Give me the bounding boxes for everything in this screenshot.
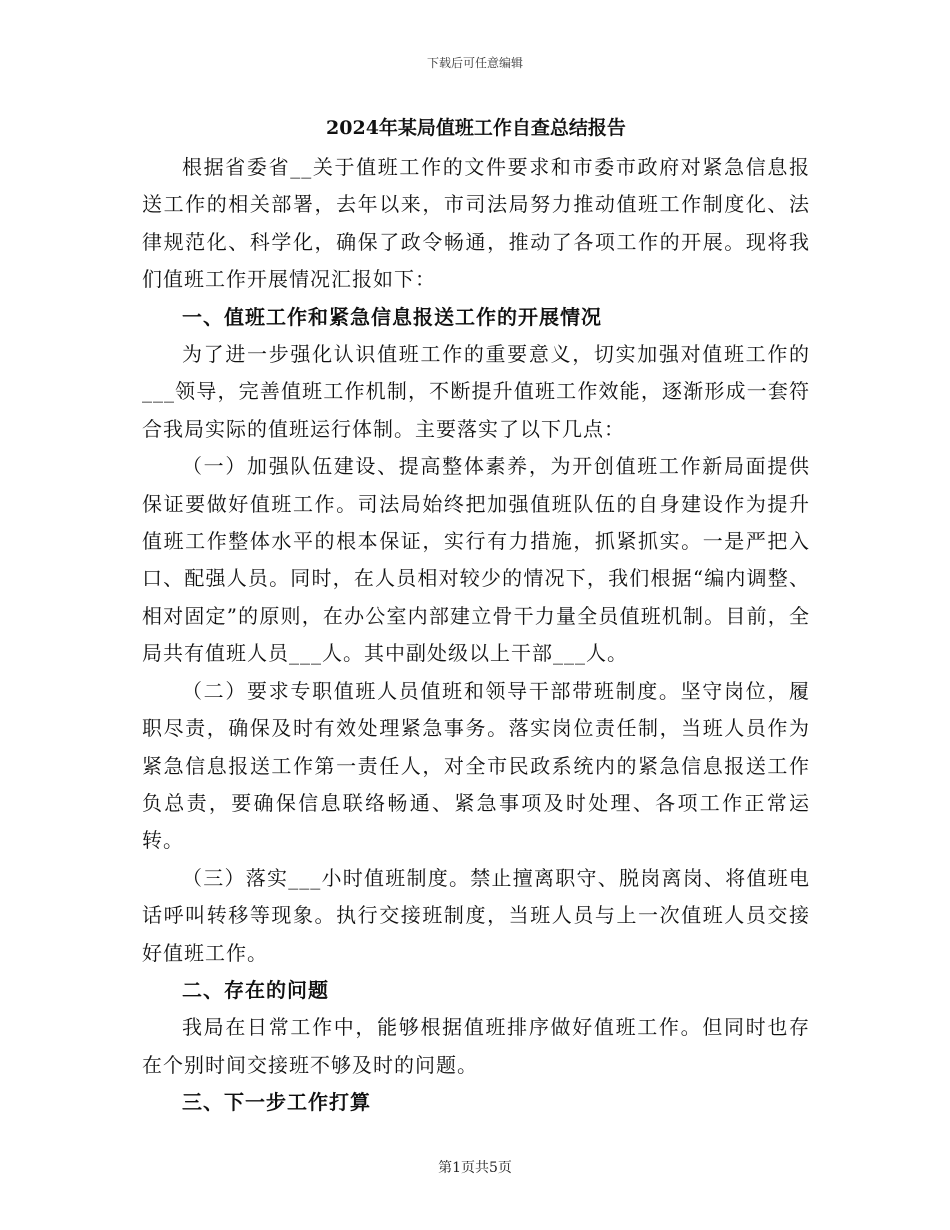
page-header: 下载后可任意编辑 xyxy=(426,56,523,70)
section-heading-2: 二、存在的问题 xyxy=(182,977,329,1002)
document-title: 2024年某局值班工作自查总结报告 xyxy=(326,117,626,139)
document-body xyxy=(142,116,810,1122)
section2-paragraph-1: 我局在日常工作中，能够根据值班排序做好值班工作。但同时也存在个别时间交接班不够及时的问题。 xyxy=(142,1015,810,1077)
section1-paragraph-3: （二）要求专职值班人员值班和领导干部带班制度。坚守岗位，履职尽责，确保及时有效处理紧急事务。落实岗位责任制，当班人员作为紧急信息报送工作第一责任人，对全市民政系统内的紧急信息报送工作负总责，要确保信息联络畅通、紧急事项及时处理、各项工作正常运转。 xyxy=(142,678,810,853)
intro-paragraph: 根据省委省__关于值班工作的文件要求和市委市政府对紧急信息报送工作的相关部署，去年以来，市司法局努力推动值班工作制度化、法律规范化、科学化，确保了政令畅通，推动了各项工作的开展。现将我们值班工作开展情况汇报如下： xyxy=(142,155,810,292)
section-heading-1: 一、值班工作和紧急信息报送工作的开展情况 xyxy=(182,304,602,329)
section1-paragraph-2: （一）加强队伍建设、提高整体素养，为开创值班工作新局面提供保证要做好值班工作。司法局始终把加强值班队伍的自身建设作为提升值班工作整体水平的根本保证，实行有力措施，抓紧抓实。一是严把入口、配强人员。同时，在人员相对较少的情况下，我们根据“编内调整、相对固定”的原则，在办公室内部建立骨干力量全员值班机制。目前，全局共有值班人员___人。其中副处级以上干部___人。 xyxy=(142,454,810,666)
section-heading-3: 三、下一步工作打算 xyxy=(182,1090,371,1115)
page-footer: 第1页共5页 xyxy=(438,1160,512,1176)
section1-paragraph-4: （三）落实___小时值班制度。禁止擅离职守、脱岗离岗、将值班电话呼叫转移等现象。执行交接班制度，当班人员与上一次值班人员交接好值班工作。 xyxy=(142,865,810,965)
section1-paragraph-1: 为了进一步强化认识值班工作的重要意义，切实加强对值班工作的___领导，完善值班工作机制，不断提升值班工作效能，逐渐形成一套符合我局实际的值班运行体制。主要落实了以下几点： xyxy=(142,342,810,441)
